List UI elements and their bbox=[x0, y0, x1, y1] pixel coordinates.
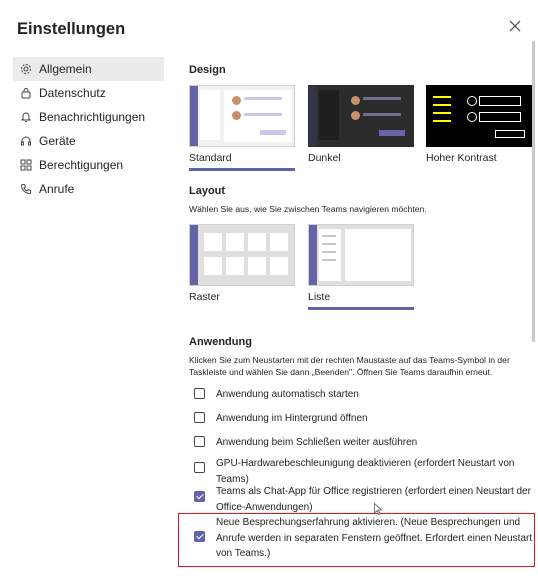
page-title: Einstellungen bbox=[17, 20, 126, 38]
phone-icon bbox=[20, 183, 32, 195]
theme-high-contrast-preview bbox=[426, 85, 532, 147]
checkbox-label: Anwendung automatisch starten bbox=[216, 389, 359, 400]
theme-label: Dunkel bbox=[308, 152, 341, 164]
layout-list-preview bbox=[308, 224, 414, 286]
application-heading: Anwendung bbox=[189, 336, 252, 348]
settings-sidebar bbox=[13, 57, 164, 201]
checkbox-label: Neue Besprechungserfahrung aktivieren. (Neue Besprechungen und Anrufe werden in separaten Fenstern geöffnet. Erfordert einen Neustart von Teams.) bbox=[216, 517, 533, 559]
layout-label: Raster bbox=[189, 291, 220, 303]
layout-grid-preview bbox=[189, 224, 295, 286]
theme-label: Standard bbox=[189, 152, 232, 164]
design-heading: Design bbox=[189, 64, 226, 76]
checkbox-label: Anwendung beim Schließen weiter ausführen bbox=[216, 437, 418, 448]
checkbox-box[interactable] bbox=[194, 462, 205, 473]
theme-standard-preview bbox=[189, 85, 295, 147]
sidebar-item-label: Berechtigungen bbox=[39, 158, 124, 172]
gear-icon bbox=[20, 63, 32, 75]
layout-card-liste[interactable] bbox=[308, 224, 414, 310]
sidebar-item-label: Geräte bbox=[39, 134, 76, 148]
checkbox-auto-start[interactable] bbox=[194, 387, 536, 403]
checkbox-keep-running[interactable] bbox=[194, 435, 536, 451]
theme-dark-preview bbox=[308, 85, 414, 147]
theme-label: Hoher Kontrast bbox=[426, 152, 497, 164]
highlight-box bbox=[178, 513, 535, 567]
checkbox-box[interactable] bbox=[194, 436, 205, 447]
sidebar-item-berechtigungen[interactable] bbox=[13, 153, 164, 177]
headset-icon bbox=[20, 135, 32, 147]
checkbox-label: GPU-Hardwarebeschleunigung deaktivieren (erfordert Neustart von Teams) bbox=[216, 458, 515, 485]
grid-icon bbox=[20, 159, 32, 171]
layout-label: Liste bbox=[308, 291, 331, 303]
sidebar-item-allgemein[interactable] bbox=[13, 57, 164, 81]
checkbox-box[interactable] bbox=[194, 412, 205, 423]
sidebar-item-label: Anrufe bbox=[39, 182, 75, 196]
bell-icon bbox=[20, 111, 32, 123]
scrollbar[interactable] bbox=[532, 41, 535, 342]
layout-card-raster[interactable] bbox=[189, 224, 295, 305]
sidebar-item-label: Benachrichtigungen bbox=[39, 110, 146, 124]
close-icon[interactable] bbox=[508, 19, 522, 33]
checkbox-open-background[interactable] bbox=[194, 411, 536, 427]
sidebar-item-geraete[interactable] bbox=[13, 129, 164, 153]
sidebar-item-anrufe[interactable] bbox=[13, 177, 164, 201]
lock-icon bbox=[20, 87, 32, 99]
layout-description: Wählen Sie aus, wie Sie zwischen Teams navigieren möchten. bbox=[189, 204, 427, 214]
theme-card-dunkel[interactable] bbox=[308, 85, 414, 166]
sidebar-item-benachrichtigungen[interactable] bbox=[13, 105, 164, 129]
checkbox-label: Teams als Chat-App für Office registrieren (erfordert einen Neustart der Office-Anwendungen) bbox=[216, 486, 531, 513]
selected-indicator bbox=[308, 307, 414, 310]
sidebar-item-label: Allgemein bbox=[39, 62, 92, 76]
application-description: Klicken Sie zum Neustarten mit der rechten Maustaste auf das Teams-Symbol in der Taskleiste und wählen Sie dann „Beenden". Öffnen Sie Teams daraufhin erneut. bbox=[189, 355, 510, 377]
selected-indicator bbox=[189, 168, 295, 171]
theme-card-standard[interactable] bbox=[189, 85, 295, 171]
layout-heading: Layout bbox=[189, 185, 226, 197]
checkbox-register-chat-app[interactable] bbox=[194, 484, 536, 515]
checkbox-box[interactable] bbox=[194, 388, 205, 399]
sidebar-item-label: Datenschutz bbox=[39, 86, 106, 100]
theme-card-hoher-kontrast[interactable] bbox=[426, 85, 532, 166]
mouse-cursor-icon bbox=[374, 502, 382, 520]
checkbox-box[interactable] bbox=[194, 491, 205, 502]
sidebar-item-datenschutz[interactable] bbox=[13, 81, 164, 105]
checkbox-disable-gpu[interactable] bbox=[194, 456, 536, 487]
checkbox-label: Anwendung im Hintergrund öffnen bbox=[216, 413, 368, 424]
